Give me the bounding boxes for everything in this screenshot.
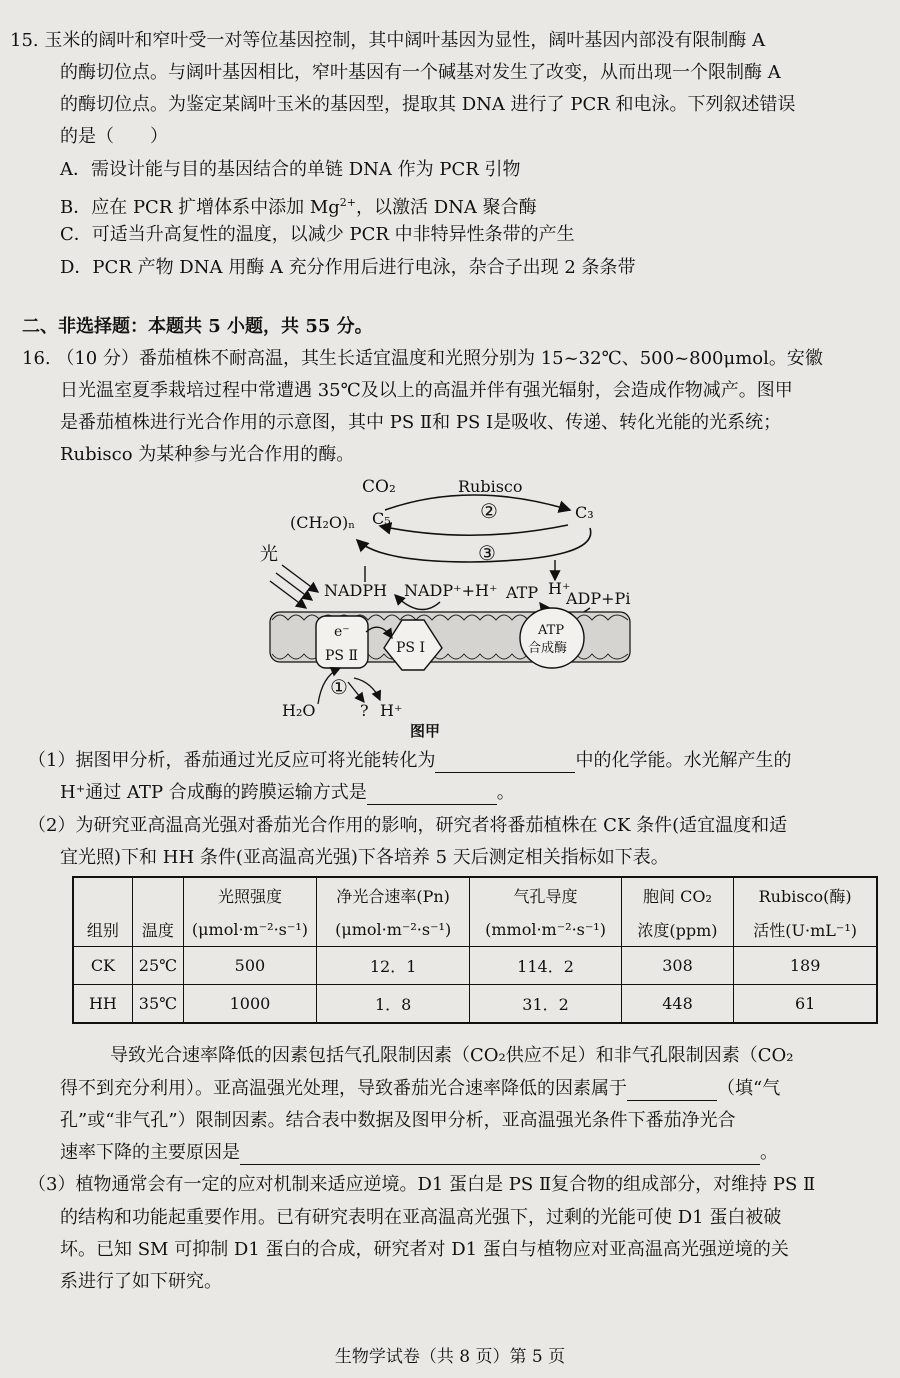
label-nadp: NADP⁺+H⁺: [404, 581, 498, 600]
label-rubisco: Rubisco: [458, 477, 523, 496]
q16-part2-line1: （2）为研究亚高温高光强对番茄光合作用的影响，研究者将番茄植株在 CK 条件(适宜温度和适: [28, 815, 788, 836]
label-question-mark: ?: [360, 701, 369, 720]
q15-line-3: 的酶切位点。为鉴定某阔叶玉米的基因型，提取其 DNA 进行了 PCR 和电泳。下列叙述错误: [60, 94, 796, 115]
label-step-1: ①: [330, 675, 348, 699]
label-atp-synthase-1: ATP: [538, 623, 565, 638]
answer-blank-3[interactable]: [627, 1082, 717, 1101]
label-co2: CO₂: [362, 477, 396, 497]
label-ch2o: (CH₂O)ₙ: [290, 513, 356, 532]
q16-part2-after-1: 导致光合速率降低的因素包括气孔限制因素（CO₂供应不足）和非气孔限制因素（CO₂: [110, 1045, 794, 1066]
q16-intro-1: 16. （10 分）番茄植株不耐高温，其生长适宜温度和光照分别为 15~32℃、500~800μmol。安徽: [22, 348, 823, 369]
q16-part1-line1: （1）据图甲分析，番茄通过光反应可将光能转化为 中的化学能。水光解产生的: [28, 750, 792, 771]
label-step-3: ③: [478, 541, 496, 565]
label-nadph: NADPH: [324, 581, 388, 600]
label-c3: C₃: [575, 503, 594, 522]
q16-intro-4: Rubisco 为某种参与光合作用的酶。: [60, 444, 355, 465]
q16-part2-after-4: 速率下降的主要原因是 。: [60, 1142, 778, 1163]
q16-part2-line2: 宜光照)下和 HH 条件(亚高温高光强)下各培养 5 天后测定相关指标如下表。: [60, 847, 669, 868]
q16-part2-after-3: 孔”或“非气孔”）限制因素。结合表中数据及图甲分析，亚高温强光条件下番茄净光合: [60, 1110, 736, 1131]
figure-caption: 图甲: [410, 722, 441, 740]
label-step-2: ②: [480, 499, 498, 523]
q15-line-1: 15. 玉米的阔叶和窄叶受一对等位基因控制，其中阔叶基因为显性，阔叶基因内部没有限制酶 A: [10, 30, 766, 51]
label-c5: C₅: [372, 509, 391, 528]
q15-option-b: B．应在 PCR 扩增体系中添加 $Mg^{2+}$，以激活 DNA 聚合酶: [60, 196, 537, 218]
label-h2o: H₂O: [282, 701, 316, 720]
label-atp-synthase-2: 合成酶: [528, 641, 568, 656]
q15-option-d: D．PCR 产物 DNA 用酶 A 充分作用后进行电泳，杂合子出现 2 条条带: [60, 257, 636, 278]
q16-intro-3: 是番茄植株进行光合作用的示意图，其中 PS Ⅱ和 PS Ⅰ是吸收、传递、转化光能的光系统；: [60, 412, 782, 433]
table-row: HH 35℃ 1000 1．8 31．2 448 61: [73, 985, 877, 1024]
q16-part1-line2: H⁺通过 ATP 合成酶的跨膜运输方式是 。: [60, 782, 515, 803]
section-heading: 二、非选择题：本题共 5 小题，共 55 分。: [22, 316, 373, 337]
answer-blank-2[interactable]: [367, 786, 497, 805]
table-row: CK 25℃ 500 12．1 114．2 308 189: [73, 947, 877, 985]
q15-option-a: A．需设计能与目的基因结合的单链 DNA 作为 PCR 引物: [60, 159, 521, 180]
table-header-row-1: 光照强度 净光合速率(Pn) 气孔导度 胞间 CO₂ Rubisco(酶): [73, 877, 877, 912]
q16-part3-line3: 坏。已知 SM 可抑制 D1 蛋白的合成，研究者对 D1 蛋白与植物应对亚高温高光强逆境的关: [60, 1239, 789, 1260]
table-header-row-2: 组别 温度 (μmol·m⁻²·s⁻¹) (μmol·m⁻²·s⁻¹) (mmol·m⁻²·s⁻¹) 浓度(ppm) 活性(U·mL⁻¹): [73, 912, 877, 947]
q15-line-4: 的是（ ）: [60, 126, 168, 147]
q16-part3-line4: 系进行了如下研究。: [60, 1271, 222, 1292]
answer-blank-4[interactable]: [240, 1146, 760, 1165]
q16-part3-line2: 的结构和功能起重要作用。已有研究表明在亚高温高光强下，过剩的光能可使 D1 蛋白被破: [60, 1207, 782, 1228]
answer-blank-1[interactable]: [435, 754, 575, 773]
page-footer: 生物学试卷（共 8 页）第 5 页: [334, 1347, 566, 1367]
q16-part3-line1: （3）植物通常会有一定的应对机制来适应逆境。D1 蛋白是 PS Ⅱ复合物的组成部分，对维持 PS Ⅱ: [28, 1174, 816, 1195]
q16-part2-after-2: 得不到充分利用）。亚高温强光处理，导致番茄光合速率降低的因素属于 （填“气: [60, 1078, 781, 1099]
data-table: [72, 876, 878, 1024]
label-eminus: e⁻: [334, 624, 350, 640]
q15-line-2: 的酶切位点。与阔叶基因相比，窄叶基因有一个碱基对发生了改变，从而出现一个限制酶 A: [60, 62, 781, 83]
q15-option-c: C．可适当升高复性的温度，以减少 PCR 中非特异性条带的产生: [60, 224, 575, 245]
q16-intro-2: 日光温室夏季栽培过程中常遭遇 35℃及以上的高温并伴有强光辐射，会造成作物减产。图甲: [60, 380, 793, 401]
label-atp: ATP: [506, 583, 539, 602]
label-hplus-bottom: H⁺: [380, 701, 403, 720]
label-adp: ADP+Pi: [566, 589, 631, 608]
label-ps2: PS Ⅱ: [325, 648, 358, 664]
photosynthesis-diagram: [0, 470, 900, 740]
label-ps1: PS Ⅰ: [396, 640, 425, 656]
label-light: 光: [260, 544, 278, 565]
label-hplus-top: H⁺: [548, 579, 571, 598]
